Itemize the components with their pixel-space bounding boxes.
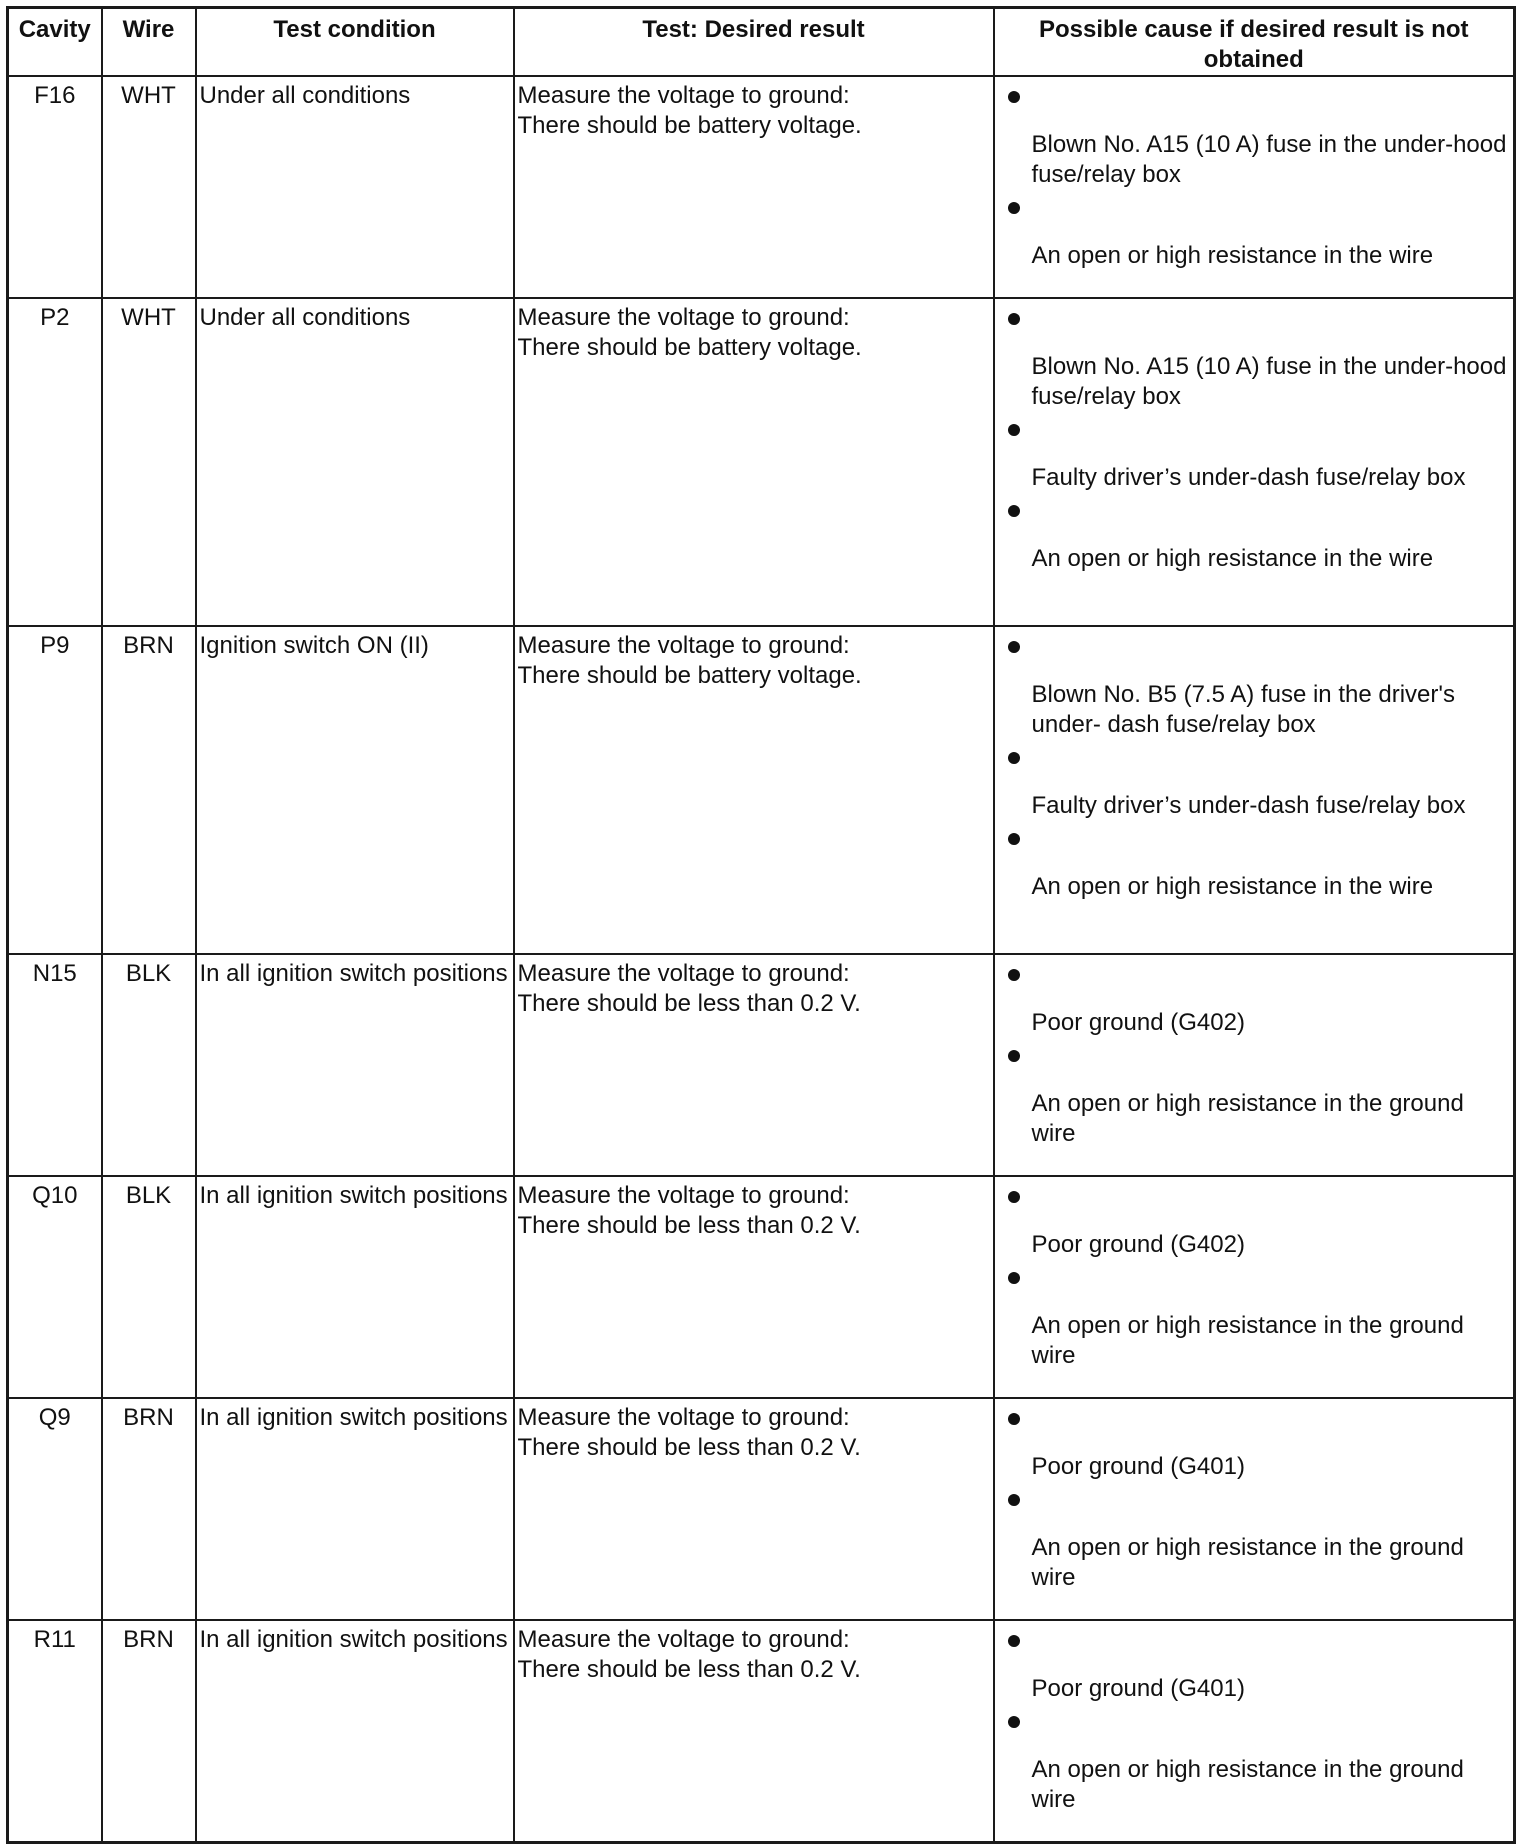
bullet-icon	[1008, 313, 1020, 325]
bullet-icon	[1008, 505, 1020, 517]
result-line: There should be less than 0.2 V.	[517, 990, 861, 1017]
possible-cause-cell	[994, 954, 1515, 1176]
cause-text: An open or high resistance in the wire	[1031, 545, 1434, 572]
cause-item	[998, 1191, 1511, 1260]
troubleshooting-table	[6, 6, 1516, 1844]
cause-item	[998, 202, 1511, 271]
bullet-icon	[1008, 969, 1020, 981]
header-possible-cause: Possible cause if desired result is not obtained	[994, 8, 1515, 77]
cavity-cell: R11	[8, 1620, 102, 1842]
desired-result-cell	[514, 1398, 994, 1620]
cavity-cell: Q10	[8, 1176, 102, 1398]
cavity-cell: N15	[8, 954, 102, 1176]
table-row	[8, 954, 1515, 1176]
test-condition-cell: In all ignition switch positions	[196, 1398, 514, 1620]
wire-cell: BLK	[102, 1176, 196, 1398]
table-row	[8, 298, 1515, 626]
cause-text: Blown No. B5 (7.5 A) fuse in the driver's under- dash fuse/relay box	[1031, 681, 1455, 738]
test-condition-cell: In all ignition switch positions	[196, 1176, 514, 1398]
cause-text: Poor ground (G401)	[1031, 1675, 1245, 1702]
table-row	[8, 76, 1515, 298]
cause-item	[998, 91, 1511, 190]
possible-cause-cell	[994, 1176, 1515, 1398]
cause-text: An open or high resistance in the ground wire	[1031, 1534, 1464, 1591]
cause-item	[998, 833, 1511, 902]
cause-text: An open or high resistance in the ground wire	[1031, 1312, 1464, 1369]
result-line: There should be less than 0.2 V.	[517, 1656, 861, 1683]
cause-item	[998, 752, 1511, 821]
table-row	[8, 1398, 1515, 1620]
cause-text: An open or high resistance in the ground wire	[1031, 1756, 1464, 1813]
cavity-cell: P9	[8, 626, 102, 954]
troubleshooting-table-container	[6, 6, 1513, 1844]
bullet-icon	[1008, 1494, 1020, 1506]
test-condition-cell: Under all conditions	[196, 298, 514, 626]
cause-text: Blown No. A15 (10 A) fuse in the under-hood fuse/relay box	[1031, 353, 1507, 410]
desired-result-cell	[514, 1620, 994, 1842]
wire-cell: BRN	[102, 626, 196, 954]
wire-cell: WHT	[102, 76, 196, 298]
test-condition-cell: In all ignition switch positions	[196, 954, 514, 1176]
result-line: Measure the voltage to ground:	[517, 304, 850, 331]
cause-item	[998, 1494, 1511, 1593]
header-row	[8, 8, 1515, 77]
cause-item	[998, 1413, 1511, 1482]
bullet-icon	[1008, 424, 1020, 436]
table-row	[8, 1620, 1515, 1842]
header-cavity: Cavity	[8, 8, 102, 77]
result-line: Measure the voltage to ground:	[517, 1626, 850, 1653]
cause-text: An open or high resistance in the ground wire	[1031, 1090, 1464, 1147]
possible-cause-cell	[994, 626, 1515, 954]
desired-result-cell	[514, 1176, 994, 1398]
result-line: There should be battery voltage.	[517, 662, 862, 689]
bullet-icon	[1008, 833, 1020, 845]
result-line: Measure the voltage to ground:	[517, 632, 850, 659]
cause-item	[998, 1272, 1511, 1371]
cause-item	[998, 424, 1511, 493]
result-line: There should be battery voltage.	[517, 334, 862, 361]
header-desired-result: Test: Desired result	[514, 8, 994, 77]
cause-text: Poor ground (G402)	[1031, 1009, 1245, 1036]
result-line: Measure the voltage to ground:	[517, 960, 850, 987]
bullet-icon	[1008, 752, 1020, 764]
cause-item	[998, 313, 1511, 412]
cause-text: An open or high resistance in the wire	[1031, 873, 1434, 900]
cause-item	[998, 505, 1511, 574]
cavity-cell: F16	[8, 76, 102, 298]
cause-item	[998, 641, 1511, 740]
cause-item	[998, 1635, 1511, 1704]
possible-cause-cell	[994, 1620, 1515, 1842]
bullet-icon	[1008, 202, 1020, 214]
bullet-icon	[1008, 1050, 1020, 1062]
table-row	[8, 1176, 1515, 1398]
bullet-icon	[1008, 1272, 1020, 1284]
result-line: There should be battery voltage.	[517, 112, 862, 139]
result-line: There should be less than 0.2 V.	[517, 1212, 861, 1239]
cause-text: Blown No. A15 (10 A) fuse in the under-hood fuse/relay box	[1031, 131, 1507, 188]
cause-item	[998, 1716, 1511, 1815]
possible-cause-cell	[994, 298, 1515, 626]
bullet-icon	[1008, 1413, 1020, 1425]
header-wire: Wire	[102, 8, 196, 77]
cause-text: Faulty driver’s under-dash fuse/relay box	[1031, 792, 1466, 819]
desired-result-cell	[514, 76, 994, 298]
table-row	[8, 626, 1515, 954]
test-condition-cell: In all ignition switch positions	[196, 1620, 514, 1842]
cause-text: Poor ground (G401)	[1031, 1453, 1245, 1480]
possible-cause-cell	[994, 76, 1515, 298]
result-line: Measure the voltage to ground:	[517, 1404, 850, 1431]
wire-cell: BRN	[102, 1398, 196, 1620]
test-condition-cell: Ignition switch ON (II)	[196, 626, 514, 954]
wire-cell: BRN	[102, 1620, 196, 1842]
header-test-condition: Test condition	[196, 8, 514, 77]
desired-result-cell	[514, 626, 994, 954]
possible-cause-cell	[994, 1398, 1515, 1620]
bullet-icon	[1008, 1191, 1020, 1203]
wire-cell: WHT	[102, 298, 196, 626]
desired-result-cell	[514, 298, 994, 626]
cavity-cell: P2	[8, 298, 102, 626]
cause-item	[998, 969, 1511, 1038]
bullet-icon	[1008, 1716, 1020, 1728]
cause-item	[998, 1050, 1511, 1149]
cause-text: Poor ground (G402)	[1031, 1231, 1245, 1258]
bullet-icon	[1008, 1635, 1020, 1647]
desired-result-cell	[514, 954, 994, 1176]
wire-cell: BLK	[102, 954, 196, 1176]
bullet-icon	[1008, 91, 1020, 103]
result-line: Measure the voltage to ground:	[517, 82, 850, 109]
cause-text: An open or high resistance in the wire	[1031, 242, 1434, 269]
result-line: Measure the voltage to ground:	[517, 1182, 850, 1209]
cavity-cell: Q9	[8, 1398, 102, 1620]
cause-text: Faulty driver’s under-dash fuse/relay box	[1031, 464, 1466, 491]
test-condition-cell: Under all conditions	[196, 76, 514, 298]
bullet-icon	[1008, 641, 1020, 653]
result-line: There should be less than 0.2 V.	[517, 1434, 861, 1461]
